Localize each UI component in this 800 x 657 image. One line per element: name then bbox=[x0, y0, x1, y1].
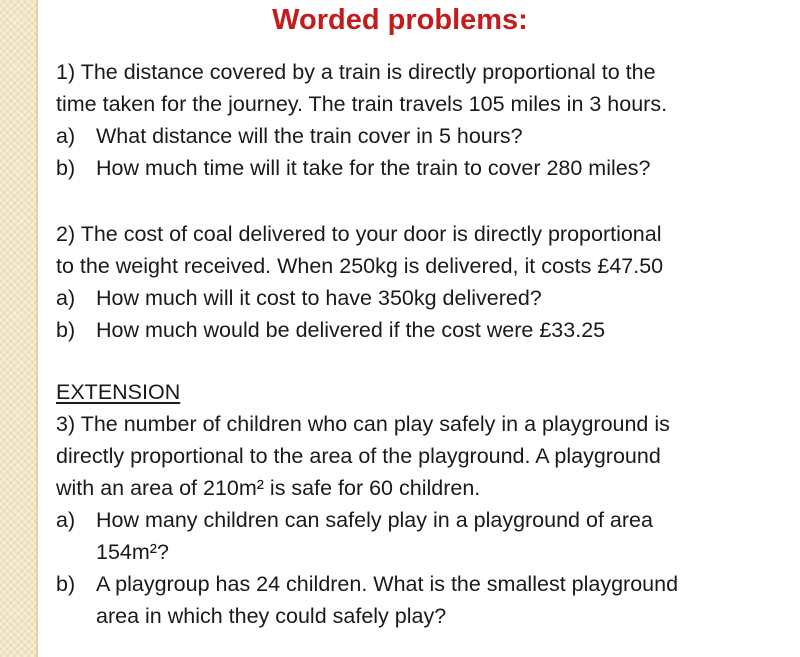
problem-3-line-1: 3) The number of children who can play safely in a playground is bbox=[56, 412, 670, 436]
part-text: How many children can safely play in a playground of area bbox=[96, 508, 653, 532]
slide-edge-line bbox=[36, 0, 38, 657]
problem-1-line-2: time taken for the journey. The train travels 105 miles in 3 hours. bbox=[56, 92, 668, 116]
decorative-border-strip bbox=[0, 0, 36, 657]
problem-1-part-b bbox=[56, 152, 796, 184]
page-title: Worded problems: bbox=[272, 4, 528, 36]
problem-1-line-1: 1) The distance covered by a train is directly proportional to the bbox=[56, 60, 656, 84]
part-label: a) bbox=[56, 508, 76, 532]
problem-2-line-1: 2) The cost of coal delivered to your door is directly proportional bbox=[56, 222, 662, 246]
problem-1-part-a bbox=[56, 120, 796, 152]
part-text: How much will it cost to have 350kg delivered? bbox=[96, 286, 542, 310]
worksheet-body bbox=[56, 56, 796, 632]
problem-3-part-b-continued: area in which they could safely play? bbox=[96, 604, 447, 628]
part-text: How much would be delivered if the cost were £33.25 bbox=[96, 318, 606, 342]
problem-3-line-3: with an area of 210m² is safe for 60 children. bbox=[56, 476, 481, 500]
part-label: a) bbox=[56, 286, 76, 310]
problem-3-part-a-continued: 154m²? bbox=[96, 540, 169, 564]
problem-2-line-2: to the weight received. When 250kg is delivered, it costs £47.50 bbox=[56, 254, 664, 278]
problem-2-part-b bbox=[56, 314, 796, 346]
problem-3 bbox=[56, 408, 796, 632]
extension-heading: EXTENSION bbox=[56, 380, 181, 404]
problem-2-part-a bbox=[56, 282, 796, 314]
part-text: A playgroup has 24 children. What is the smallest playground bbox=[96, 572, 679, 596]
part-label: b) bbox=[56, 572, 76, 596]
part-label: a) bbox=[56, 124, 76, 148]
problem-3-part-a bbox=[56, 504, 796, 536]
part-label: b) bbox=[56, 318, 76, 342]
problem-2 bbox=[56, 218, 796, 346]
problem-3-part-b bbox=[56, 568, 796, 600]
part-text: What distance will the train cover in 5 hours? bbox=[96, 124, 523, 148]
problem-1 bbox=[56, 56, 796, 184]
part-text: How much time will it take for the train to cover 280 miles? bbox=[96, 156, 651, 180]
part-label: b) bbox=[56, 156, 76, 180]
problem-3-line-2: directly proportional to the area of the playground. A playground bbox=[56, 444, 661, 468]
